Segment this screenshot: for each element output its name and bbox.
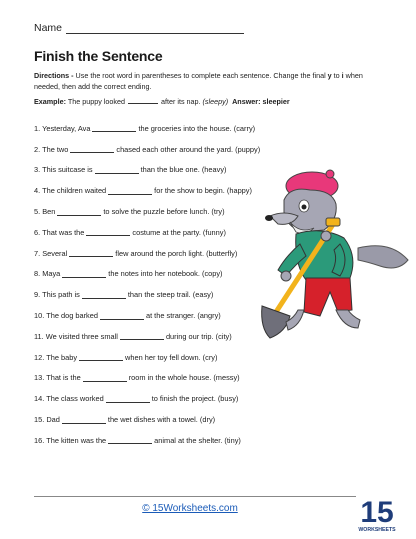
sentence-after: when her toy fell down. (cry) bbox=[125, 352, 218, 362]
sentence-before: 4. The children waited bbox=[34, 186, 107, 196]
sentence-item bbox=[34, 139, 344, 160]
sentence-before: 5. Ben bbox=[34, 207, 56, 217]
15worksheets-logo bbox=[355, 494, 399, 534]
directions-i: i bbox=[341, 71, 344, 80]
sentence-after: the notes into her notebook. (copy) bbox=[108, 269, 223, 279]
answer-blank[interactable] bbox=[92, 124, 136, 132]
answer-blank[interactable] bbox=[106, 395, 150, 403]
sentence-item bbox=[34, 118, 344, 139]
sentence-item bbox=[34, 430, 344, 451]
sentence-after: animal at the shelter. (tiny) bbox=[154, 435, 241, 445]
logo-number: 15 bbox=[360, 496, 394, 529]
directions-text-b: when needed, then add the correct ending. bbox=[34, 71, 363, 91]
sentence-after: room in the whole house. (messy) bbox=[128, 373, 240, 383]
sentence-before: 7. Several bbox=[34, 248, 68, 258]
answer-blank[interactable] bbox=[57, 208, 101, 216]
sentence-before: 9. This path is bbox=[34, 290, 80, 300]
answer-blank[interactable] bbox=[86, 228, 130, 236]
sentence-after: costume at the party. (funny) bbox=[132, 227, 226, 237]
directions bbox=[34, 71, 379, 92]
sentence-before: 1. Yesterday, Ava bbox=[34, 123, 91, 133]
answer-blank[interactable] bbox=[62, 270, 106, 278]
example bbox=[34, 97, 290, 106]
page-title: Finish the Sentence bbox=[34, 48, 163, 64]
sentence-after: flew around the porch light. (butterfly) bbox=[115, 248, 238, 258]
sentence-after: the groceries into the house. (carry) bbox=[138, 123, 256, 133]
sentence-before: 14. The class worked bbox=[34, 394, 104, 404]
footer-link[interactable]: © 15Worksheets.com bbox=[142, 503, 238, 514]
answer-blank[interactable] bbox=[100, 312, 144, 320]
logo-text: WORKSHEETS bbox=[358, 527, 396, 533]
example-text-a: The puppy looked bbox=[65, 97, 127, 106]
answer-blank[interactable] bbox=[69, 249, 113, 257]
example-label: Example: bbox=[34, 97, 66, 106]
sentence-before: 3. This suitcase is bbox=[34, 165, 93, 175]
sentence-before: 11. We visited three small bbox=[34, 331, 118, 341]
directions-text-a: Use the root word in parentheses to complete each sentence. Change the final bbox=[73, 71, 328, 80]
directions-to: to bbox=[331, 71, 342, 80]
answer-blank[interactable] bbox=[83, 374, 127, 382]
footer-rule bbox=[34, 496, 356, 497]
sentence-before: 6. That was the bbox=[34, 227, 85, 237]
sentence-item bbox=[34, 409, 344, 430]
directions-y: y bbox=[327, 71, 332, 80]
example-blank bbox=[128, 97, 158, 104]
sentence-before: 8. Maya bbox=[34, 269, 61, 279]
sentence-before: 12. The baby bbox=[34, 352, 78, 362]
example-text-b: after its nap. bbox=[158, 97, 203, 106]
sentence-before: 16. The kitten was the bbox=[34, 435, 107, 445]
sentence-after: the wet dishes with a towel. (dry) bbox=[107, 415, 216, 425]
answer-blank[interactable] bbox=[108, 436, 152, 444]
sentence-after: during our trip. (city) bbox=[165, 331, 232, 341]
name-line[interactable] bbox=[66, 23, 244, 34]
sentence-before: 10. The dog barked bbox=[34, 311, 98, 321]
sentence-after: to solve the puzzle before lunch. (try) bbox=[103, 207, 225, 217]
sentence-before: 15. Dad bbox=[34, 415, 60, 425]
sentence-after: chased each other around the yard. (puppy) bbox=[116, 144, 261, 154]
sentence-after: at the stranger. (angry) bbox=[145, 311, 221, 321]
answer-blank[interactable] bbox=[95, 166, 139, 174]
directions-label: Directions - bbox=[34, 71, 74, 80]
sentence-item bbox=[34, 347, 344, 368]
sentence-after: than the blue one. (heavy) bbox=[140, 165, 227, 175]
name-label: Name bbox=[34, 22, 63, 34]
sentence-item bbox=[34, 368, 344, 389]
answer-blank[interactable] bbox=[79, 353, 123, 361]
example-hint: (sleepy) bbox=[202, 97, 229, 106]
answer-blank[interactable] bbox=[108, 187, 152, 195]
wolf-with-shovel-illustration bbox=[240, 160, 415, 345]
name-row bbox=[34, 22, 244, 34]
example-answer: sleepier bbox=[262, 97, 290, 106]
answer-blank[interactable] bbox=[70, 145, 114, 153]
sentence-before: 2. The two bbox=[34, 144, 69, 154]
answer-blank[interactable] bbox=[62, 416, 106, 424]
sentence-after: to finish the project. (busy) bbox=[151, 394, 239, 404]
example-answer-label: Answer: bbox=[232, 97, 261, 106]
sentence-before: 13. That is the bbox=[34, 373, 81, 383]
answer-blank[interactable] bbox=[120, 332, 164, 340]
sentence-item bbox=[34, 388, 344, 409]
sentence-after: for the show to begin. (happy) bbox=[154, 186, 252, 196]
answer-blank[interactable] bbox=[82, 291, 126, 299]
sentence-after: than the steep trail. (easy) bbox=[127, 290, 214, 300]
